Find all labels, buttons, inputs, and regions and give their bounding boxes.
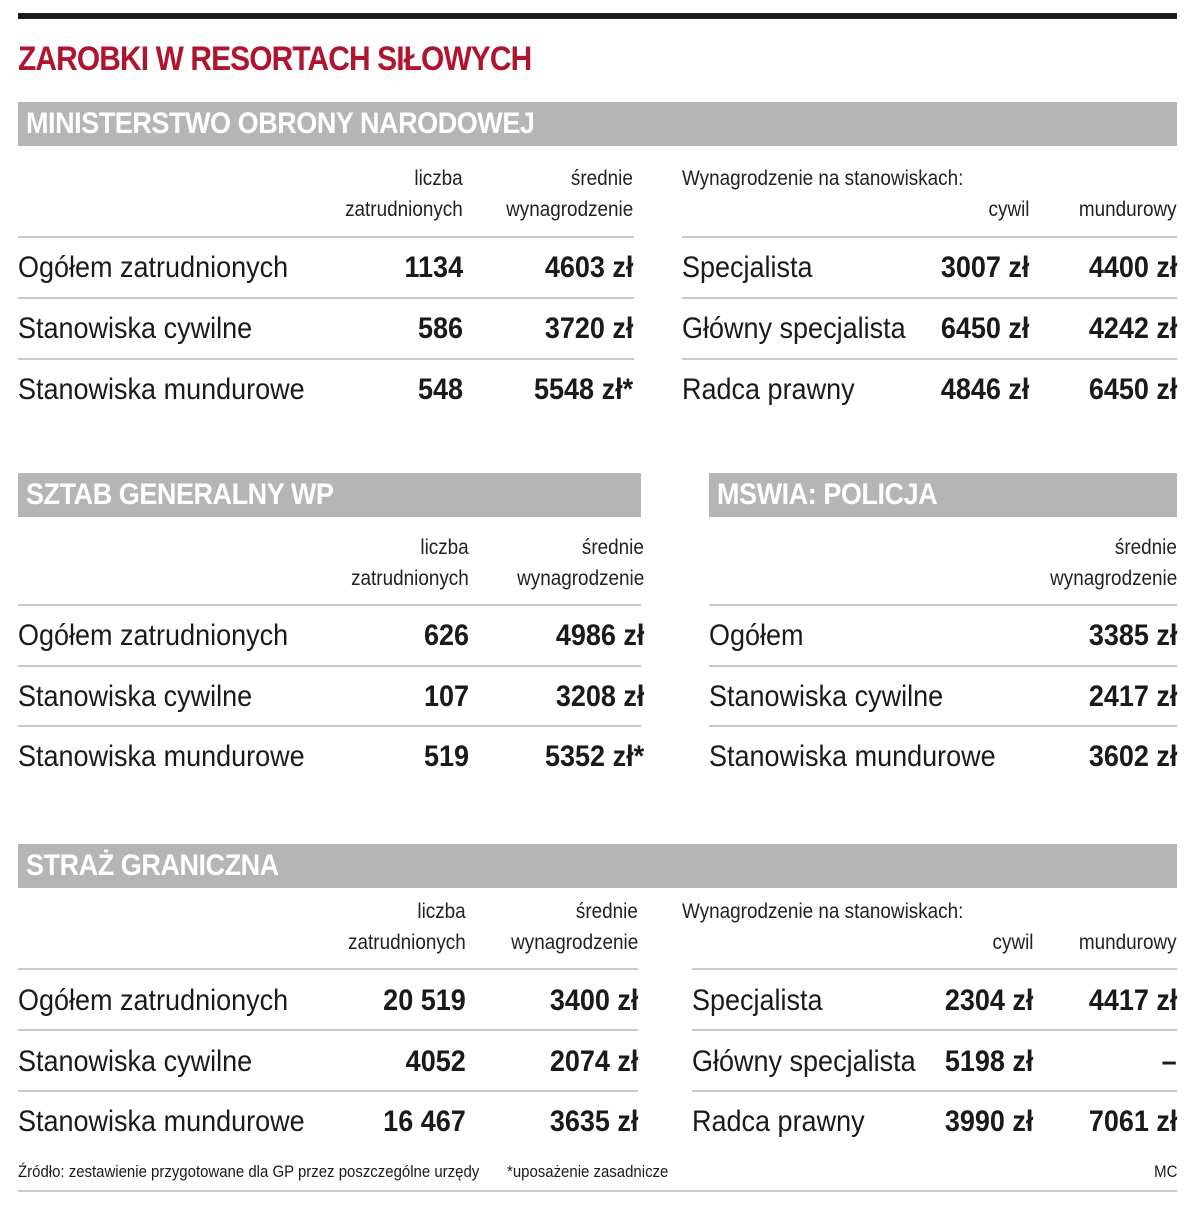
position-label: Radca prawny [692, 1105, 865, 1138]
table-row-label: Stanowiska mundurowe [709, 740, 996, 773]
mon-col-uniform-header: mundurowy [1079, 198, 1177, 221]
straz-positions-header: Wynagrodzenie na stanowiskach: [682, 900, 964, 923]
divider [18, 665, 641, 667]
table-cell-count: 519 [423, 740, 469, 773]
policja-col-salary-header: średnie wynagrodzenie [1049, 536, 1177, 590]
straz-col-uniform-header: mundurowy [1079, 931, 1177, 954]
table-cell-count: 20 519 [383, 984, 466, 1017]
divider [682, 236, 1177, 238]
table-row-label: Stanowiska mundurowe [18, 740, 305, 773]
table-row-label: Ogółem zatrudnionych [18, 984, 289, 1017]
position-civil-salary: 3007 zł [940, 251, 1029, 284]
table-row-label: Stanowiska cywilne [18, 312, 253, 345]
straz-col-salary-header: średnie wynagrodzenie [510, 900, 638, 954]
divider [692, 1090, 1177, 1092]
table-cell-count: 586 [417, 312, 463, 345]
table-row-label: Stanowiska cywilne [18, 1045, 253, 1078]
top-rule [18, 13, 1177, 19]
position-label: Główny specjalista [692, 1045, 916, 1078]
table-cell-salary: 3602 zł [1088, 740, 1177, 773]
table-row-label: Ogółem zatrudnionych [18, 619, 289, 652]
position-uniform-salary: 4400 zł [1088, 251, 1177, 284]
table-cell-salary: 2417 zł [1088, 680, 1177, 713]
table-cell-salary: 3720 zł [544, 312, 633, 345]
straz-col-civil-header: cywil [992, 931, 1033, 954]
position-civil-salary: 3990 zł [944, 1105, 1033, 1138]
divider [692, 968, 1177, 970]
section-header-policja: MSWIA: POLICJA [709, 473, 1177, 517]
divider [18, 604, 641, 606]
section-header-sztab: SZTAB GENERALNY WP [18, 473, 641, 517]
table-cell-count: 4052 [405, 1045, 466, 1078]
position-civil-salary: 6450 zł [940, 312, 1029, 345]
mon-col-civil-header: cywil [988, 198, 1029, 221]
divider [692, 1029, 1177, 1031]
divider [709, 604, 1177, 606]
table-cell-salary: 4986 zł [555, 619, 644, 652]
table-row-label: Stanowiska mundurowe [18, 1105, 305, 1138]
divider [682, 297, 1177, 299]
table-cell-salary: 3385 zł [1088, 619, 1177, 652]
sztab-col-count-header: liczba zatrudnionych [351, 536, 469, 590]
table-row-label: Stanowiska mundurowe [18, 373, 305, 406]
position-uniform-salary: 7061 zł [1088, 1105, 1177, 1138]
table-row-label: Ogółem zatrudnionych [18, 251, 289, 284]
position-label: Specjalista [692, 984, 823, 1017]
bottom-rule [18, 1190, 1177, 1192]
mon-col-count-header: liczba zatrudnionych [345, 167, 463, 221]
divider [682, 358, 1177, 360]
table-cell-salary: 3400 zł [549, 984, 638, 1017]
position-uniform-salary: 4242 zł [1088, 312, 1177, 345]
table-cell-count: 626 [423, 619, 469, 652]
position-uniform-salary: 4417 zł [1088, 984, 1177, 1017]
section-header-mon: MINISTERSTWO OBRONY NARODOWEJ [18, 102, 1177, 146]
divider [18, 297, 634, 299]
divider [18, 236, 634, 238]
mon-col-salary-header: średnie wynagrodzenie [505, 167, 633, 221]
table-cell-count: 16 467 [383, 1105, 466, 1138]
position-civil-salary: 5198 zł [944, 1045, 1033, 1078]
position-label: Główny specjalista [682, 312, 906, 345]
divider [709, 725, 1177, 727]
position-uniform-salary: – [1161, 1045, 1177, 1078]
table-cell-salary: 5548 zł* [533, 373, 633, 406]
position-civil-salary: 4846 zł [940, 373, 1029, 406]
divider [18, 358, 634, 360]
divider [18, 968, 638, 970]
position-uniform-salary: 6450 zł [1088, 373, 1177, 406]
table-cell-salary: 4603 zł [544, 251, 633, 284]
table-row-label: Ogółem [709, 619, 804, 652]
table-cell-count: 107 [423, 680, 469, 713]
footnote: *uposażenie zasadnicze [507, 1162, 669, 1181]
position-label: Specjalista [682, 251, 813, 284]
table-cell-count: 1134 [404, 251, 463, 284]
divider [709, 665, 1177, 667]
sztab-col-salary-header: średnie wynagrodzenie [516, 536, 644, 590]
table-row-label: Stanowiska cywilne [709, 680, 944, 713]
divider [18, 1090, 638, 1092]
table-cell-salary: 3208 zł [555, 680, 644, 713]
divider [18, 1029, 638, 1031]
table-cell-count: 548 [417, 373, 463, 406]
table-row-label: Stanowiska cywilne [18, 680, 253, 713]
position-civil-salary: 2304 zł [944, 984, 1033, 1017]
table-cell-salary: 2074 zł [549, 1045, 638, 1078]
page-title: ZAROBKI W RESORTACH SIŁOWYCH [18, 40, 532, 78]
straz-col-count-header: liczba zatrudnionych [348, 900, 466, 954]
table-cell-salary: 5352 zł* [544, 740, 644, 773]
divider [18, 725, 641, 727]
table-cell-salary: 3635 zł [549, 1105, 638, 1138]
mon-positions-header: Wynagrodzenie na stanowiskach: [682, 167, 964, 190]
author-initials: MC [1153, 1162, 1177, 1181]
position-label: Radca prawny [682, 373, 855, 406]
source-note: Źródło: zestawienie przygotowane dla GP przez poszczególne urzędy [18, 1162, 480, 1181]
section-header-straz: STRAŻ GRANICZNA [18, 844, 1177, 888]
